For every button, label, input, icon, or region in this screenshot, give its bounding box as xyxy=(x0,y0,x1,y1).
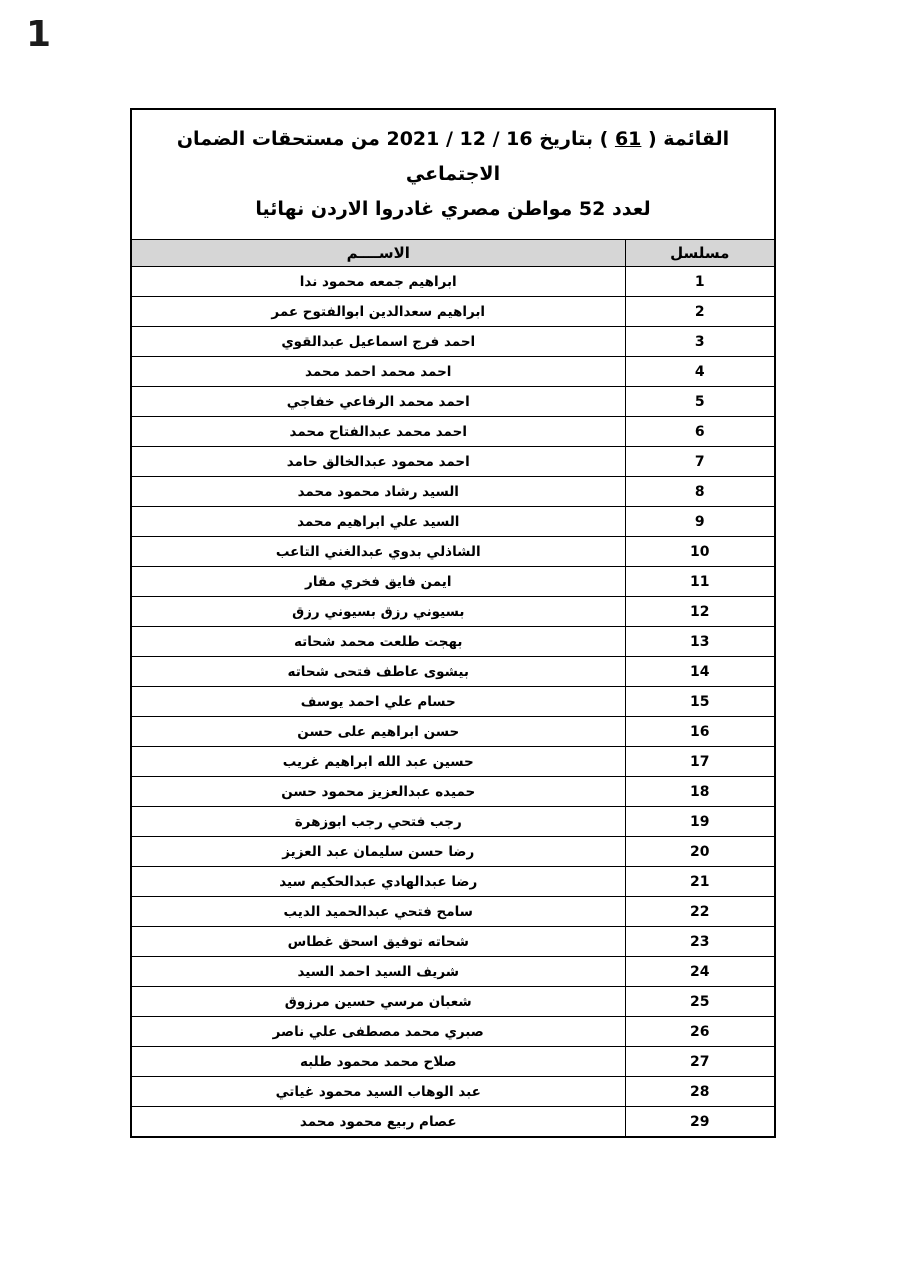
name-cell: حسين عبد الله ابراهيم غريب xyxy=(131,747,625,777)
table-row xyxy=(131,927,775,957)
table-row xyxy=(131,417,775,447)
name-cell: شريف السيد احمد السيد xyxy=(131,957,625,987)
name-cell: احمد محمد احمد محمد xyxy=(131,357,625,387)
serial-cell: 13 xyxy=(625,627,775,657)
title-text-part1: القائمة ( xyxy=(641,128,730,150)
name-cell: ايمن فايق فخري مقار xyxy=(131,567,625,597)
table-title xyxy=(131,109,775,240)
table-row xyxy=(131,837,775,867)
serial-cell: 22 xyxy=(625,897,775,927)
table-row xyxy=(131,357,775,387)
serial-cell: 18 xyxy=(625,777,775,807)
name-cell: شعبان مرسي حسين مرزوق xyxy=(131,987,625,1017)
table-row xyxy=(131,807,775,837)
table-header-row xyxy=(131,240,775,267)
name-cell: سامح فتحي عبدالحميد الديب xyxy=(131,897,625,927)
serial-cell: 10 xyxy=(625,537,775,567)
names-table xyxy=(130,108,776,1138)
table-row xyxy=(131,747,775,777)
table-row xyxy=(131,657,775,687)
name-cell: احمد محمد الرفاعي خفاجي xyxy=(131,387,625,417)
table-row xyxy=(131,297,775,327)
name-cell: احمد فرج اسماعيل عبدالقوي xyxy=(131,327,625,357)
table-row xyxy=(131,537,775,567)
name-cell: حسن ابراهيم على حسن xyxy=(131,717,625,747)
name-cell: حسام علي احمد يوسف xyxy=(131,687,625,717)
table-row xyxy=(131,477,775,507)
title-line2: لعدد 52 مواطن مصري غادروا الاردن نهائيا xyxy=(255,198,651,221)
serial-cell: 8 xyxy=(625,477,775,507)
serial-cell: 1 xyxy=(625,267,775,297)
table-row xyxy=(131,687,775,717)
table-row xyxy=(131,1107,775,1137)
table-row xyxy=(131,567,775,597)
table-body xyxy=(131,267,775,1137)
table-row xyxy=(131,387,775,417)
name-cell: رضا حسن سليمان عبد العزيز xyxy=(131,837,625,867)
table-row xyxy=(131,507,775,537)
serial-cell: 21 xyxy=(625,867,775,897)
serial-cell: 29 xyxy=(625,1107,775,1137)
table-row xyxy=(131,717,775,747)
table-row xyxy=(131,597,775,627)
table-row xyxy=(131,867,775,897)
serial-cell: 20 xyxy=(625,837,775,867)
serial-cell: 7 xyxy=(625,447,775,477)
serial-cell: 12 xyxy=(625,597,775,627)
name-cell: عصام ربيع محمود محمد xyxy=(131,1107,625,1137)
table-row xyxy=(131,447,775,477)
table-row xyxy=(131,267,775,297)
column-header-serial: مسلسل xyxy=(625,240,775,267)
serial-cell: 16 xyxy=(625,717,775,747)
page-number: 1 xyxy=(26,14,52,55)
table-row xyxy=(131,957,775,987)
table-row xyxy=(131,1047,775,1077)
serial-cell: 26 xyxy=(625,1017,775,1047)
name-cell: صلاح محمد محمود طلبه xyxy=(131,1047,625,1077)
table-title-row xyxy=(131,109,775,240)
name-cell: احمد محمود عبدالخالق حامد xyxy=(131,447,625,477)
serial-cell: 11 xyxy=(625,567,775,597)
table-row xyxy=(131,627,775,657)
serial-cell: 15 xyxy=(625,687,775,717)
table-row xyxy=(131,1077,775,1107)
name-cell: رجب فتحي رجب ابوزهرة xyxy=(131,807,625,837)
serial-cell: 9 xyxy=(625,507,775,537)
serial-cell: 2 xyxy=(625,297,775,327)
name-cell: بيشوى عاطف فتحى شحاته xyxy=(131,657,625,687)
name-cell: السيد رشاد محمود محمد xyxy=(131,477,625,507)
serial-cell: 23 xyxy=(625,927,775,957)
name-cell: الشاذلي بدوي عبدالغني التاعب xyxy=(131,537,625,567)
serial-cell: 6 xyxy=(625,417,775,447)
name-cell: عبد الوهاب السيد محمود غياتي xyxy=(131,1077,625,1107)
name-cell: حميده عبدالعزيز محمود حسن xyxy=(131,777,625,807)
serial-cell: 24 xyxy=(625,957,775,987)
table-row xyxy=(131,987,775,1017)
table-row xyxy=(131,777,775,807)
serial-cell: 4 xyxy=(625,357,775,387)
serial-cell: 17 xyxy=(625,747,775,777)
name-cell: شحاته توفيق اسحق غطاس xyxy=(131,927,625,957)
table-row xyxy=(131,327,775,357)
serial-cell: 3 xyxy=(625,327,775,357)
serial-cell: 19 xyxy=(625,807,775,837)
title-text-part2: ) بتاريخ 16 / 12 / 2021 من مستحقات الضمان الاجتماعي xyxy=(176,128,615,186)
name-cell: صبري محمد مصطفى علي ناصر xyxy=(131,1017,625,1047)
serial-cell: 25 xyxy=(625,987,775,1017)
serial-cell: 5 xyxy=(625,387,775,417)
name-cell: بسيوني رزق بسيوني رزق xyxy=(131,597,625,627)
name-cell: احمد محمد عبدالفتاح محمد xyxy=(131,417,625,447)
name-cell: بهجت طلعت محمد شحاته xyxy=(131,627,625,657)
column-header-name: الاســــم xyxy=(131,240,625,267)
serial-cell: 14 xyxy=(625,657,775,687)
serial-cell: 28 xyxy=(625,1077,775,1107)
table-row xyxy=(131,1017,775,1047)
name-cell: السيد علي ابراهيم محمد xyxy=(131,507,625,537)
table-row xyxy=(131,897,775,927)
title-list-number: 61 xyxy=(614,128,642,150)
serial-cell: 27 xyxy=(625,1047,775,1077)
name-cell: رضا عبدالهادي عبدالحكيم سيد xyxy=(131,867,625,897)
name-cell: ابراهيم جمعه محمود ندا xyxy=(131,267,625,297)
name-cell: ابراهيم سعدالدين ابوالفتوح عمر xyxy=(131,297,625,327)
